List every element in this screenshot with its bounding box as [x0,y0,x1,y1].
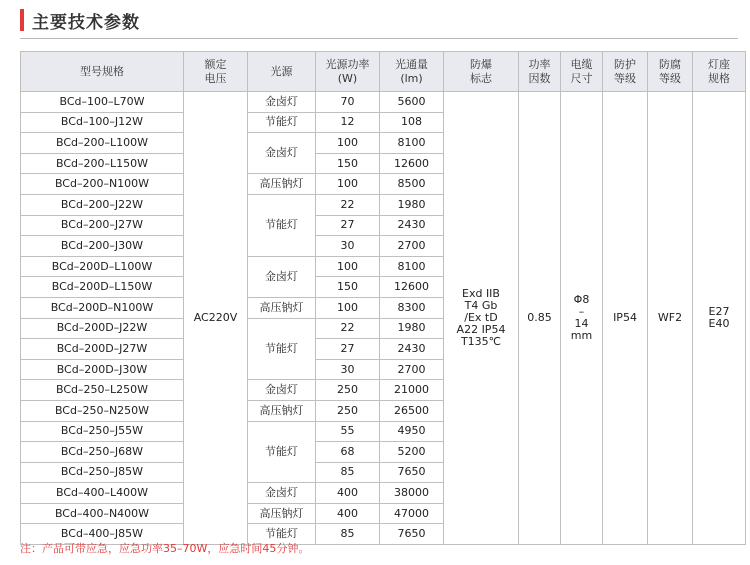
model-cell: BCd–200–N100W [21,174,184,195]
source-cell: 节能灯 [248,524,316,545]
model-cell: BCd–200–L150W [21,153,184,174]
power-cell: 12 [316,112,380,133]
power-cell: 400 [316,483,380,504]
model-cell: BCd–250–J68W [21,442,184,463]
power-cell: 150 [316,153,380,174]
header-cable: 电缆 尺寸 [561,52,603,92]
table-header-row [21,52,746,92]
power-cell: 250 [316,380,380,401]
flux-cell: 5600 [380,92,444,113]
section-title: 主要技术参数 [32,12,140,33]
flux-cell: 8100 [380,133,444,154]
power-cell: 85 [316,524,380,545]
flux-cell: 108 [380,112,444,133]
model-cell: BCd–400–J85W [21,524,184,545]
voltage-cell: AC220V [184,92,248,545]
flux-cell: 21000 [380,380,444,401]
power-cell: 100 [316,174,380,195]
header-source: 光源 [248,52,316,92]
header-power: 光源功率 (W) [316,52,380,92]
model-cell: BCd–200–J27W [21,215,184,236]
model-cell: BCd–200–J22W [21,194,184,215]
flux-cell: 2700 [380,236,444,257]
power-cell: 100 [316,133,380,154]
pf-cell: 0.85 [519,92,561,545]
source-cell: 高压钠灯 [248,297,316,318]
footnote: 注：产品可带应急，应急功率35–70W，应急时间45分钟。 [20,542,310,555]
cable-cell: Φ8 – 14 mm [561,92,603,545]
source-cell: 高压钠灯 [248,503,316,524]
source-cell: 金卤灯 [248,92,316,113]
power-cell: 22 [316,194,380,215]
model-cell: BCd–200D–L150W [21,277,184,298]
flux-cell: 2700 [380,359,444,380]
flux-cell: 1980 [380,318,444,339]
flux-cell: 7650 [380,524,444,545]
flux-cell: 12600 [380,153,444,174]
header-model: 型号规格 [21,52,184,92]
power-cell: 250 [316,400,380,421]
model-cell: BCd–250–J85W [21,462,184,483]
power-cell: 400 [316,503,380,524]
header-socket: 灯座 规格 [693,52,746,92]
model-cell: BCd–200D–L100W [21,256,184,277]
power-cell: 70 [316,92,380,113]
flux-cell: 8500 [380,174,444,195]
flux-cell: 7650 [380,462,444,483]
flux-cell: 5200 [380,442,444,463]
model-cell: BCd–200D–J22W [21,318,184,339]
model-cell: BCd–250–L250W [21,380,184,401]
power-cell: 27 [316,215,380,236]
section-title-bar [20,8,140,32]
flux-cell: 8100 [380,256,444,277]
header-explosion: 防爆 标志 [444,52,519,92]
flux-cell: 4950 [380,421,444,442]
model-cell: BCd–200–L100W [21,133,184,154]
socket-cell: E27 E40 [693,92,746,545]
model-cell: BCd–250–N250W [21,400,184,421]
power-cell: 27 [316,339,380,360]
model-cell: BCd–200D–N100W [21,297,184,318]
power-cell: 30 [316,236,380,257]
corrosion-cell: WF2 [648,92,693,545]
power-cell: 30 [316,359,380,380]
source-cell: 金卤灯 [248,256,316,297]
source-cell: 高压钠灯 [248,400,316,421]
power-cell: 68 [316,442,380,463]
table-row [21,92,746,113]
model-cell: BCd–250–J55W [21,421,184,442]
flux-cell: 38000 [380,483,444,504]
power-cell: 100 [316,256,380,277]
spec-table [20,51,746,545]
flux-cell: 1980 [380,194,444,215]
header-voltage: 额定 电压 [184,52,248,92]
header-corrosion: 防腐 等级 [648,52,693,92]
protection-cell: IP54 [603,92,648,545]
source-cell: 金卤灯 [248,133,316,174]
source-cell: 节能灯 [248,112,316,133]
source-cell: 金卤灯 [248,380,316,401]
source-cell: 节能灯 [248,318,316,380]
model-cell: BCd–200D–J27W [21,339,184,360]
model-cell: BCd–400–N400W [21,503,184,524]
flux-cell: 26500 [380,400,444,421]
title-divider [20,38,738,39]
power-cell: 85 [316,462,380,483]
source-cell: 节能灯 [248,194,316,256]
header-flux: 光通量 (lm) [380,52,444,92]
model-cell: BCd–200–J30W [21,236,184,257]
power-cell: 150 [316,277,380,298]
model-cell: BCd–100–L70W [21,92,184,113]
flux-cell: 47000 [380,503,444,524]
power-cell: 100 [316,297,380,318]
flux-cell: 2430 [380,215,444,236]
flux-cell: 12600 [380,277,444,298]
power-cell: 55 [316,421,380,442]
title-accent-bar [20,9,24,31]
header-pf: 功率 因数 [519,52,561,92]
model-cell: BCd–100–J12W [21,112,184,133]
header-protection: 防护 等级 [603,52,648,92]
explosion-cell: Exd IIB T4 Gb /Ex tD A22 IP54 T135℃ [444,92,519,545]
source-cell: 节能灯 [248,421,316,483]
model-cell: BCd–400–L400W [21,483,184,504]
source-cell: 高压钠灯 [248,174,316,195]
flux-cell: 8300 [380,297,444,318]
flux-cell: 2430 [380,339,444,360]
power-cell: 22 [316,318,380,339]
source-cell: 金卤灯 [248,483,316,504]
model-cell: BCd–200D–J30W [21,359,184,380]
